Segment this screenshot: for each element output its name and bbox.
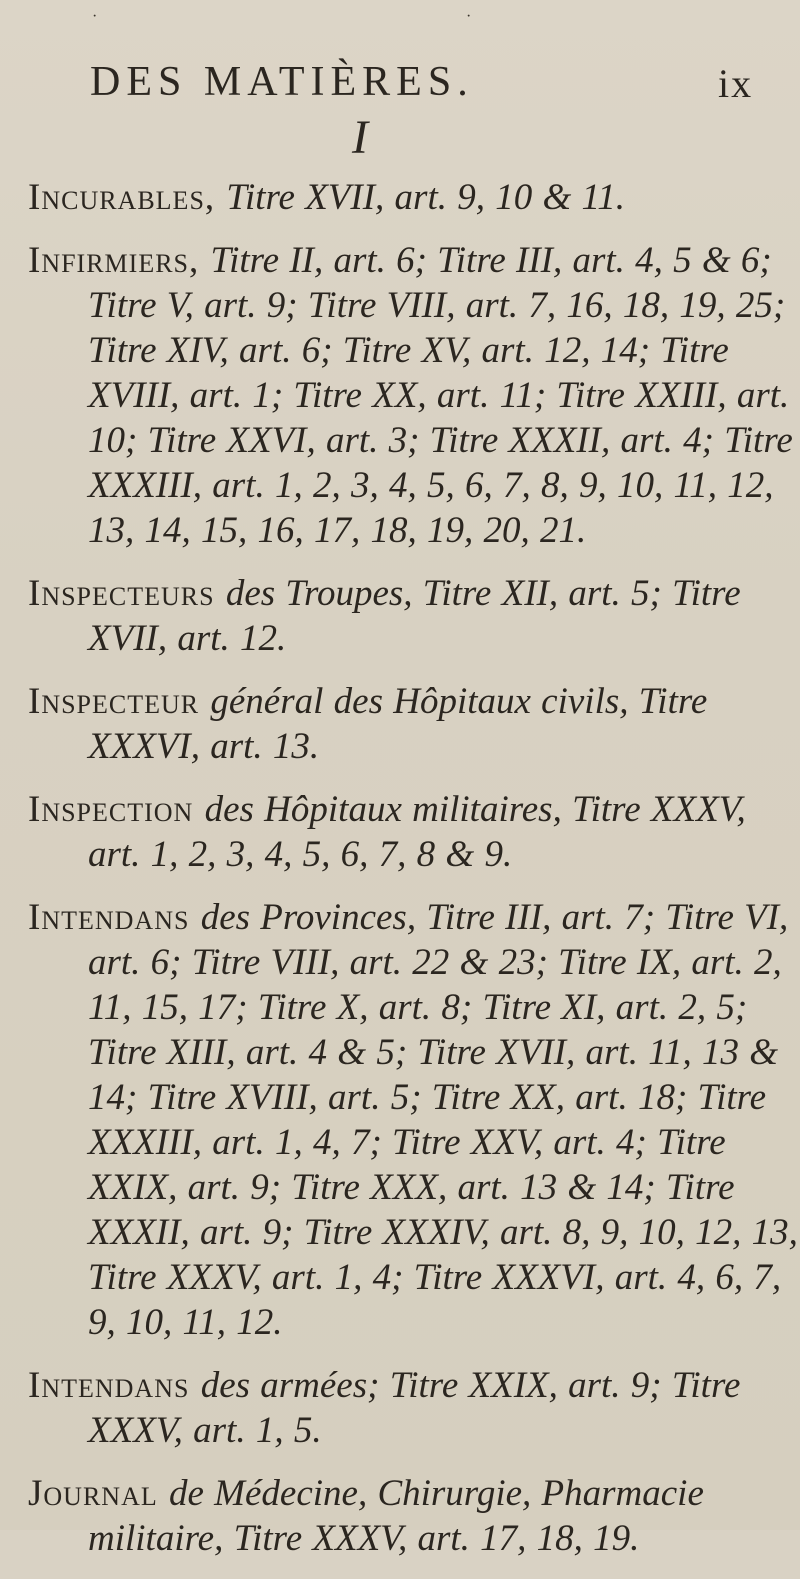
entry-references: de Médecine, Chirurgie, Pharmacie militaire, Titre XXXV, art. 17, 18, 19. [88,1473,704,1559]
index-entry-inspecteur-general [28,679,798,769]
section-letter: I [352,111,368,164]
running-head: DES MATIÈRES. [90,59,474,105]
entry-references: des Provinces, Titre III, art. 7; Titre VI, art. 6; Titre VIII, art. 22 & 23; Titre IX, art. 2, 11, 15, 17; Titre X, art. 8; Titre XI, art. 2, 5; Titre XIII, art. 4 & 5; Titre XVII, art. 11, 13 & 14; Titre XVIII, art. 5; Titre XX, art. 18; Titre XXXIII, art. 1, 4, 7; Titre XXV, art. 4; Titre XXIX, art. 9; Titre XXX, art. 13 & 14; Titre XXXII, art. 9; Titre XXXIV, art. 8, 9, 10, 12, 13, Titre XXXV, art. 1, 4; Titre XXXVI, art. 4, 6, 7, 9, 10, 11, 12. [88,897,798,1343]
entry-head: Inspection [28,789,205,830]
entry-references: des Troupes, Titre XII, art. 5; Titre XVII, art. 12. [88,573,741,659]
entry-head: Incurables, [28,177,227,218]
entry-references: des Hôpitaux militaires, Titre XXXV, art. 1, 2, 3, 4, 5, 6, 7, 8 & 9. [88,789,746,875]
page-number: ix [718,61,754,106]
entry-head: Infirmiers, [28,240,211,281]
entry-head: Inspecteurs [28,573,226,614]
ink-speck: · [466,8,472,25]
entry-head: Journal [28,1473,169,1514]
index-entry-inspection [28,787,798,877]
entry-head: Inspecteur [28,681,211,722]
index-entry-intendans-provinces [28,895,798,1345]
index-entry-journal [28,1471,798,1561]
entry-references: Titre II, art. 6; Titre III, art. 4, 5 & 6; Titre V, art. 9; Titre VIII, art. 7, 16, 18, 19, 25; Titre XIV, art. 6; Titre XV, art. 12, 14; Titre XVIII, art. 1; Titre XX, art. 11; Titre XXIII, art. 10; Titre XXVI, art. 3; Titre XXXII, art. 4; Titre XXXIII, art. 1, 2, 3, 4, 5, 6, 7, 8, 9, 10, 11, 12, 13, 14, 15, 16, 17, 18, 19, 20, 21. [88,240,793,551]
entry-references: général des Hôpitaux civils, Titre XXXVI, art. 13. [88,681,708,767]
entry-references: des armées; Titre XXIX, art. 9; Titre XXXV, art. 1, 5. [88,1365,741,1451]
entry-references: Titre XVII, art. 9, 10 & 11. [226,177,626,218]
index-entry-inspecteurs-troupes [28,571,798,661]
entry-head: Intendans [28,1365,201,1406]
index-entry-infirmiers [28,238,798,553]
ink-speck: · [92,8,98,25]
index-entry-incurables [28,175,798,220]
index-entries [28,175,798,1579]
index-entry-intendans-armees [28,1363,798,1453]
print-specks [0,8,800,28]
entry-head: Intendans [28,897,201,938]
